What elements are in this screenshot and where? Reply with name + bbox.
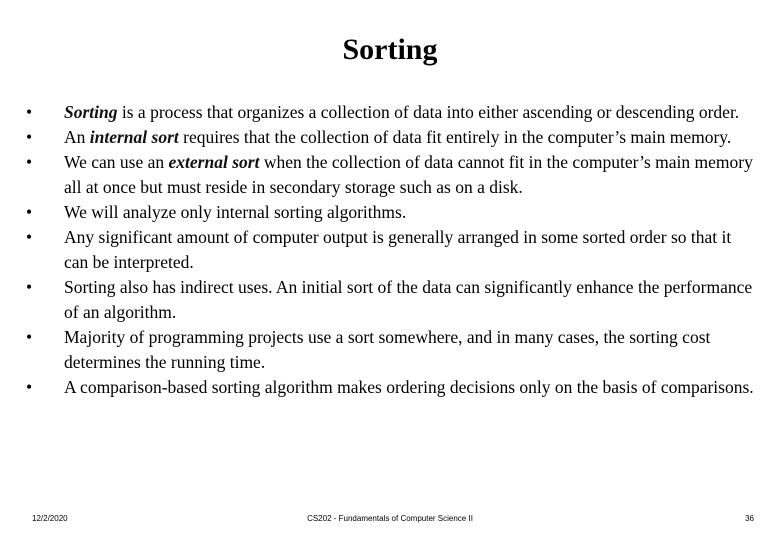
bullet-dot: • [26,102,33,122]
bullet-text: when the collection of data cannot fit in the computer’s main memory all at once but must reside in secondary storage such as on a disk. [64,152,753,197]
bullet-dot: • [26,202,33,222]
bullet-item [26,275,756,325]
bullet-item [26,325,756,375]
bullet-dot: • [26,377,33,397]
footer-course: CS202 - Fundamentals of Computer Science II [307,514,473,523]
slide-title: Sorting [342,33,438,66]
bullet-text: Any significant amount of computer output is generally arranged in some sorted order so that it can be interpreted. [64,227,732,272]
bullet-dot: • [26,152,33,172]
bullet-text: Majority of programming projects use a sort somewhere, and in many cases, the sorting cost determines the running time. [64,327,711,372]
bullet-text: A comparison-based sorting algorithm makes ordering decisions only on the basis of comparisons. [64,377,754,397]
bullet-dot: • [26,327,33,347]
emphasized-term: internal sort [89,127,179,147]
bullet-text: requires that the collection of data fit entirely in the computer’s main memory. [178,127,732,147]
bullet-dot: • [26,227,33,247]
bullet-item [26,225,756,275]
bullet-dot: • [26,277,33,297]
footer-date: 12/2/2020 [32,514,68,523]
emphasized-term: Sorting [64,102,118,122]
footer-page-number: 36 [745,514,754,523]
bullet-text: Sorting also has indirect uses. An initial sort of the data can significantly enhance the performance of an algorithm. [64,277,753,322]
bullet-item [26,100,756,125]
bullet-item [26,375,756,400]
emphasized-term: external sort [168,152,260,172]
bullet-dot: • [26,127,33,147]
bullet-text: We can use an [64,152,169,172]
bullet-text: We will analyze only internal sorting algorithms. [64,202,407,222]
bullet-item [26,150,756,200]
bullet-list [26,100,756,400]
bullet-text: is a process that organizes a collection of data into either ascending or descending order. [117,102,740,122]
bullet-text: An [64,127,90,147]
bullet-item [26,125,756,150]
bullet-item [26,200,756,225]
